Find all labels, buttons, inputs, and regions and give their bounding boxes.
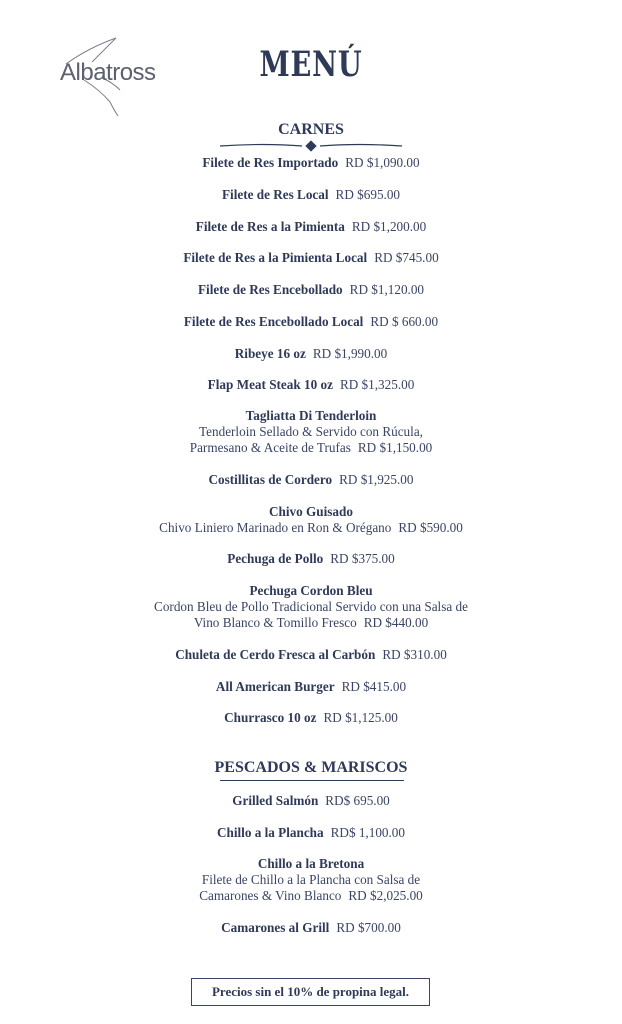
item-name: Filete de Res Encebollado Local xyxy=(183,314,364,329)
menu-item xyxy=(0,472,622,488)
section-title-carnes: CARNES xyxy=(278,121,344,138)
item-name: All American Burger xyxy=(215,679,335,694)
item-description: Parmesano & Aceite de Trufas xyxy=(189,440,351,455)
menu-item xyxy=(0,920,622,936)
item-price: RD $1,990.00 xyxy=(312,346,388,361)
item-name: Costillitas de Cordero xyxy=(208,472,333,487)
menu-item xyxy=(0,377,622,393)
item-price: RD $590.00 xyxy=(398,520,463,535)
section-divider xyxy=(220,780,404,781)
item-description: Cordon Bleu de Pollo Tradicional Servido con una Salsa de xyxy=(154,599,468,614)
item-name: Chillo a la Bretona xyxy=(257,856,365,871)
menu-item xyxy=(0,856,622,904)
item-name: Filete de Res a la Pimienta xyxy=(195,219,345,234)
item-price: RD $695.00 xyxy=(335,187,401,202)
item-description: Tenderloin Sellado & Servido con Rúcula, xyxy=(199,424,423,439)
menu-item xyxy=(0,825,622,841)
menu-item xyxy=(0,504,622,536)
menu-item xyxy=(0,679,622,695)
item-price: RD $ 660.00 xyxy=(370,314,439,329)
item-name: Chuleta de Cerdo Fresca al Carbón xyxy=(175,647,376,662)
item-name: Grilled Salmón xyxy=(232,793,319,808)
item-name: Chillo a la Plancha xyxy=(217,825,324,840)
item-name: Pechuga Cordon Bleu xyxy=(249,583,373,598)
menu-item xyxy=(0,647,622,663)
menu-title: MENÚ xyxy=(259,44,363,85)
item-price: RD$ 1,100.00 xyxy=(330,825,405,840)
item-name: Ribeye 16 oz xyxy=(234,346,306,361)
item-name: Tagliatta Di Tenderloin xyxy=(245,408,377,423)
item-price: RD $1,200.00 xyxy=(351,219,427,234)
item-name: Filete de Res a la Pimienta Local xyxy=(183,250,368,265)
item-name: Chivo Guisado xyxy=(269,504,353,519)
section-title-mariscos: PESCADOS & MARISCOS xyxy=(214,759,408,776)
item-price: RD $1,150.00 xyxy=(357,440,433,455)
item-price: RD $415.00 xyxy=(341,679,407,694)
menu-item xyxy=(0,187,622,203)
menu-item xyxy=(0,314,622,330)
item-description: Camarones & Vino Blanco xyxy=(199,888,342,903)
item-description: Vino Blanco & Tomillo Fresco xyxy=(193,615,357,630)
menu-item xyxy=(0,155,622,171)
item-name: Camarones al Grill xyxy=(221,920,330,935)
item-price: RD $1,125.00 xyxy=(323,710,398,725)
item-name: Pechuga de Pollo xyxy=(227,551,324,566)
menu-item xyxy=(0,710,622,726)
item-price: RD $375.00 xyxy=(330,551,395,566)
tip-notice: Precios sin el 10% de propina legal. xyxy=(191,978,430,1006)
menu-item xyxy=(0,583,622,631)
item-name: Filete de Res Encebollado xyxy=(197,282,343,297)
item-description: Chivo Liniero Marinado en Ron & Orégano xyxy=(159,520,392,535)
item-price: RD $1,325.00 xyxy=(339,377,415,392)
item-price: RD $310.00 xyxy=(382,647,447,662)
item-price: RD $2,025.00 xyxy=(348,888,423,903)
menu-item xyxy=(0,551,622,567)
item-description: Filete de Chillo a la Plancha con Salsa de xyxy=(201,872,421,887)
item-price: RD $700.00 xyxy=(336,920,401,935)
section-divider-ornament xyxy=(218,140,404,152)
item-name: Churrasco 10 oz xyxy=(224,710,317,725)
menu-item xyxy=(0,408,622,456)
menu-item xyxy=(0,346,622,362)
item-price: RD $440.00 xyxy=(363,615,429,630)
item-name: Filete de Res Local xyxy=(221,187,329,202)
item-price: RD $1,925.00 xyxy=(339,472,414,487)
brand-name: Albatross xyxy=(60,59,156,86)
menu-item xyxy=(0,282,622,298)
item-name: Flap Meat Steak 10 oz xyxy=(207,377,333,392)
item-price: RD$ 695.00 xyxy=(325,793,390,808)
item-price: RD $745.00 xyxy=(374,250,439,265)
menu-item xyxy=(0,793,622,809)
item-price: RD $1,120.00 xyxy=(349,282,425,297)
item-price: RD $1,090.00 xyxy=(345,155,420,170)
menu-item xyxy=(0,250,622,266)
item-name: Filete de Res Importado xyxy=(202,155,339,170)
menu-item xyxy=(0,219,622,235)
